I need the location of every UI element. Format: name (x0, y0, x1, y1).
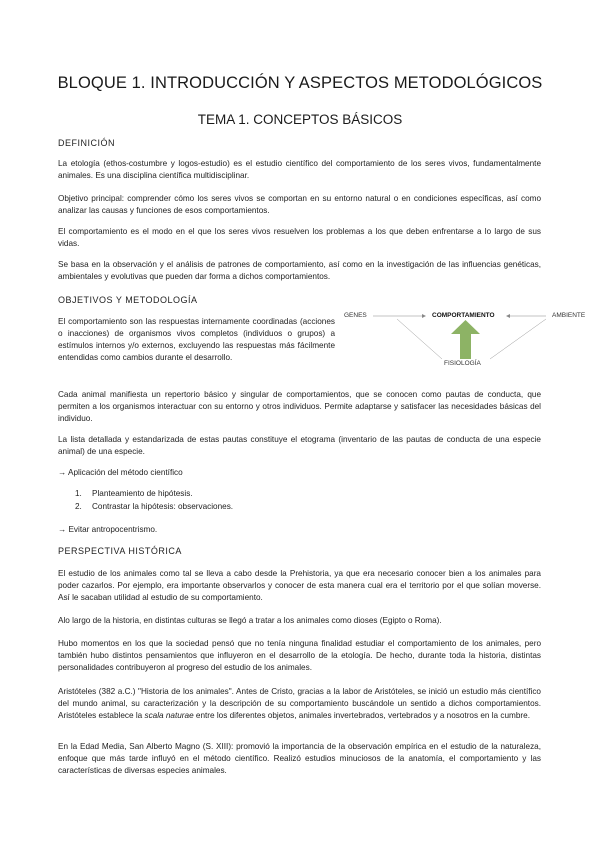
list-item: 1. Planteamiento de hipótesis. (75, 489, 193, 498)
paragraph: El estudio de los animales como tal se lleva a cabo desde la Prehistoria, ya que era necesario conocer bien a los animales para poder cazarlos. Por ejemplo, era importante observarlos y conocer de esta manera cual era el territorio por el que solían moverse. Así le sacaban utilidad al estudio de su comportamiento. (58, 569, 541, 602)
ambiente-arrowhead (506, 314, 510, 318)
steps-list (75, 488, 233, 513)
paragraph: Objetivo principal: comprender cómo los seres vivos se comportan en su entorno natural o en condiciones específicas, así como analizar las causas y funciones de esos comportamientos. (58, 194, 541, 215)
diagram-label-comportamiento: COMPORTAMIENTO (432, 312, 495, 319)
section-heading-objetivos: OBJETIVOS Y METODOLOGÍA (58, 295, 198, 305)
section-heading-perspectiva: PERSPECTIVA HISTÓRICA (58, 546, 182, 556)
scala-naturae-term: scala naturae (144, 711, 194, 720)
paragraph: Hubo momentos en los que la sociedad pensó que no tenía ninguna finalidad estudiar el comportamiento de los animales, pero también hubo distintos pensamientos que influyeron en el desarrollo de la etología. De hecho, durante toda la historia, distintas personalidades contribuyeron al progreso del estudio de los animales. (58, 639, 541, 672)
method-arrow-line: → Aplicación del método científico (58, 468, 183, 477)
section-heading-definicion: DEFINICIÓN (58, 138, 116, 148)
list-item: 2. Contrastar la hipótesis: observaciones. (75, 501, 234, 511)
paragraph: Alo largo de la historia, en distintas culturas se llegó a tratar a los animales como dioses (Egipto o Roma). (58, 616, 442, 625)
fisiologia-arrow-shaft (460, 334, 471, 359)
diagram-diagonal-left (397, 319, 442, 359)
paragraph: El comportamiento es el modo en el que los seres vivos resuelven los problemas a los que deben enfrentarse a lo largo de sus vidas. (58, 227, 541, 248)
diagram-diagonal-right (490, 319, 546, 359)
paragraph: Se basa en la observación y el análisis de patrones de comportamiento, así como en la investigación de las influencias genéticas, ambientales y evolutivas que pueden dar forma a dichos comportamientos. (58, 260, 541, 281)
page-title: BLOQUE 1. INTRODUCCIÓN Y ASPECTOS METODOLÓGICOS (57, 74, 543, 92)
paragraph: En la Edad Media, San Alberto Magno (S. XIII): promovió la importancia de la observación empírica en el estudio de la naturaleza, enfoque que más tarde influyó en el método científico. Realizó estudios minuciosos de la anatomía, el comportamiento y las características de diversas especies animales. (58, 742, 541, 775)
diagram-label-fisiologia: FISIOLOGÍA (444, 360, 481, 367)
note-antropocentrismo: → Evitar antropocentrismo. (58, 525, 158, 534)
paragraph: Cada animal manifiesta un repertorio básico y singular de comportamientos, que se conocen como pautas de conducta, que permiten a los organismos interactuar con su entorno y otros individuos. Permite adaptarse y satisfacer las necesidades básicas del individuo. (58, 390, 541, 423)
diagram-label-ambiente: AMBIENTE (552, 312, 586, 319)
paragraph: La lista detallada y estandarizada de estas pautas constituye el etograma (inventario de las pautas de conducta de una especie animal) de una especie. (58, 435, 541, 456)
paragraph: El comportamiento son las respuestas internamente coordinadas (acciones o inacciones) de organismos vivos completos (individuos o grupos) a estímulos internos y/o externos, excluyendo las respuestas más fácilmente entendidas como cambios durante el desarrollo. (58, 317, 335, 362)
fisiologia-arrowhead (451, 320, 480, 334)
paragraph: La etología (ethos-costumbre y logos-estudio) es el estudio científico del comportamiento de los seres vivos, fundamentalmente animales. Es una disciplina científica multidisciplinar. (58, 159, 541, 180)
paragraph-aristoteles: Aristóteles (382 a.C.) "Historia de los animales". Antes de Cristo, gracias a la labor de Aristóteles, se inició un estudio más científico del mundo animal, su caracterización y la descripción de su comportamiento buscándole un sentido a dichos comportamientos. Aristóteles establece la scala naturae entre los diferentes objetos, animales invertebrados, vertebrados y a nosotros en la cumbre. (58, 687, 541, 720)
genes-arrowhead (422, 314, 426, 318)
diagram-label-genes: GENES (344, 312, 367, 319)
page-subtitle: TEMA 1. CONCEPTOS BÁSICOS (197, 112, 403, 127)
behavior-diagram (334, 309, 596, 369)
